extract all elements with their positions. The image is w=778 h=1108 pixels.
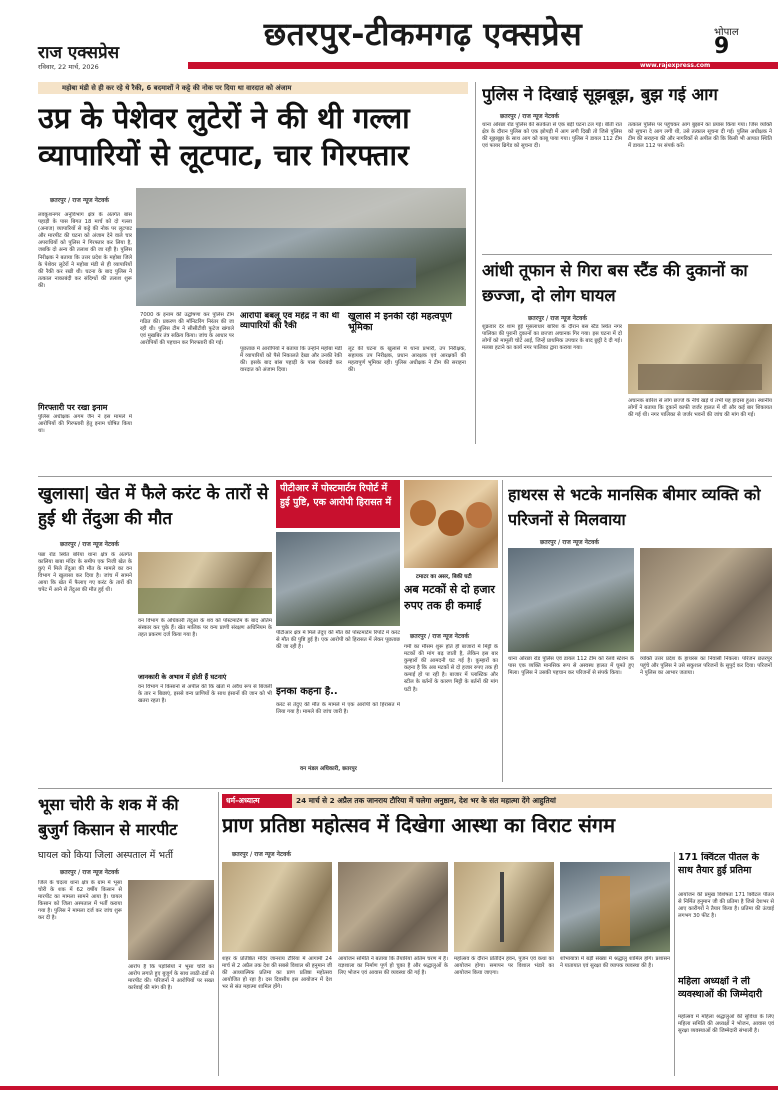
- women-col: महोत्सव में महिला श्रद्धालुओं की सुविधा के लिए महिला समिति की अध्यक्षों ने भोजन, आवास एवं सुरक्षा व्यवस्थाओं की जिम्मेदारी संभाली है।: [678, 1014, 774, 1035]
- leopard-col3: वन विभाग ने किसानों से अपील की कि खेतों में अवैध रूप से बिजली के तार न बिछाएं, इससे वन्य प्राणियों के साथ इंसानों की जान को भी खतरा रहता है।: [138, 684, 272, 705]
- temple-photo-2: [338, 862, 448, 952]
- storm-col2: अचानक बारिश से लोग छज्जे के नीचे खड़े थे तभी यह हादसा हुआ। स्थानीय लोगों ने बताया कि दुकानें काफी जर्जर हालत में थीं और कई बार शिकायत की गई थी। नगर पालिका से जर्जर भवनों की जांच की मांग की गई।: [628, 398, 772, 419]
- masthead: [0, 0, 778, 70]
- lead-col3: पूछताछ में आरोपियों ने बताया कि उन्होंने महोबा मंडी में व्यापारियों को पैसे निकालते देखा और उनकी रेकी की। इसके बाद बांस पहाड़ी के पास घेराबंदी कर वारदात को अंजाम दिया।: [240, 346, 342, 374]
- pots-headline: अब मटकों से दो हजार रुपए तक ही कमाई: [404, 583, 495, 612]
- leopard-photo: [138, 552, 272, 614]
- ptr-photo: [276, 532, 400, 626]
- lead-photo: [136, 188, 466, 306]
- lead-col1: लवकुशनगर अनुविभाग क्षेत्र के अंतर्गत बांस पहाड़ी के पास बिगत 18 मार्च को दो गल्ला (अनाज) व्यापारियों से कट्टे की नोक पर लूटपाट और मारपीट की घटना को अंजाम देने वाले चार अपराधियों को पुलिस ने गिरफ्तार कर लिया है, जबकि दो अन्य की तलाश की जा रही है। पुलिस निरीक्षक ने बताया कि उत्तर प्रदेश के महोबा जिले के पेशेवर लुटेरों ने महोबा मंडी से ही व्यापारियों की रैकी कर रखी थी। घटना के बाद पुलिस ने तत्काल नाकाबंदी कर संदिग्धों की तलाश शुरू की।: [38, 212, 132, 289]
- farmer-byline: छतरपुर / राज न्यूज नेटवर्क: [60, 869, 119, 876]
- pot-shape: [410, 500, 436, 526]
- temple-photo-1: [222, 862, 332, 952]
- dharm-label: धर्म-अध्यात्म: [226, 796, 260, 805]
- farmer-headline: भूसा चोरी के शक में की बुजुर्ग किसान से मारपीट: [38, 795, 179, 839]
- farmer-photo: [128, 880, 214, 960]
- temple-col2: आयोजन समिति ने बताया कि तैयारियां अंतिम चरण में हैं। यज्ञशाला का निर्माण पूर्ण हो चुका है और श्रद्धालुओं के लिए भोजन एवं आवास की व्यवस्था की गई है।: [338, 956, 448, 977]
- women-headline: महिला अध्यक्षों ने ली व्यवस्थाओं की जिम्मेदारी: [678, 976, 763, 1000]
- pot-shape: [466, 502, 492, 528]
- brass-col: आयोजन की प्रमुख विशेषता 171 क्विंटल पीतल से निर्मित हनुमान जी की प्रतिमा है जिसे देशभर से आए कारीगरों ने तैयार किया है। प्रतिमा की ऊंचाई लगभग 30 फीट है।: [678, 892, 774, 920]
- hathras-headline: हाथरस से भटके मानसिक बीमार व्यक्ति को परिजनों से मिलवाया: [508, 485, 761, 529]
- fire-col1: थाना ओरछा रोड पुलिस की सतर्कता से एक बड़ी घटना टल गई। बीती रात क्षेत्र के दौरान पुलिस को एक झोपड़ी में आग लगी दिखी तो जिसे पुलिस की सूझबूझ के साथ आग को काबू पाया गया। पुलिस ने डायल 112 टीम एवं फायर ब्रिगेड को सूचना दी।: [482, 122, 622, 150]
- pots-caption: टमाटर का असर, बिकी घटी: [416, 574, 472, 580]
- fire-byline: छतरपुर / राज न्यूज नेटवर्क: [500, 113, 559, 120]
- fire-headline: पुलिस ने दिखाई सूझबूझ, बुझ गई आग: [482, 86, 718, 104]
- lead-col2: 7000 के इनाम की उद्घोषणा कर पुलिस टीम गठित की। प्रकरण की मॉनिटरिंग निरंतर की जा रही थी। पुलिस टीम ने सीसीटीवी फुटेज खंगाले एवं मुखबिर तंत्र सक्रिय किया। जांच के आधार पर आरोपियों की पहचान कर गिरफ्तारी की गई।: [140, 312, 234, 347]
- evidence-table-shape: [176, 258, 416, 288]
- farmer-col1: जिले के चंदला थाना क्षेत्र के ग्राम में भूसा चोरी के शक में 62 वर्षीय किसान से मारपीट का मामला सामने आया है। घायल किसान को जिला अस्पताल में भर्ती कराया गया है। पुलिस ने मामला दर्ज कर जांच शुरू कर दी है।: [38, 880, 122, 922]
- temple-photo-3: [454, 862, 554, 952]
- farmer-col2: आरोप है कि पड़ोसियों ने भूसा चोरी का आरोप लगाते हुए बुजुर्ग के साथ लाठी-डंडों से मारपीट की। परिजनों ने आरोपियों पर सख्त कार्रवाई की मांग की है।: [128, 964, 214, 992]
- farmer-subheadline: घायल को किया जिला अस्पताल में भर्ती: [38, 850, 173, 861]
- leopard-byline: छतरपुर / राज न्यूज नेटवर्क: [60, 541, 119, 548]
- lead-col1b: पुलिस अधीक्षक अगम जैन ने इस मामले में आरोपियों की गिरफ्तारी हेतु इनाम घोषित किया था।: [38, 414, 132, 435]
- paper-name: राज एक्सप्रेस: [38, 43, 120, 63]
- pot-shape: [438, 510, 464, 536]
- storm-headline: आंधी तूफान से गिरा बस स्टैंड की दुकानों का छज्जा, दो लोग घायल: [482, 261, 748, 305]
- hathras-col1: थाना ओरछा रोड पुलिस एवं डायल 112 टीम को रेलवे स्टेशन के पास एक व्यक्ति मानसिक रूप से अस्वस्थ हालत में घूमते हुए मिला। पुलिस ने उसकी पहचान कर परिजनों से संपर्क किया।: [508, 656, 634, 677]
- temple-photo-4: [560, 862, 670, 952]
- lead-col4-head: खुलासे में इनकी रही महत्वपूर्ण भूमिका: [348, 312, 452, 333]
- bottom-red-rule: [0, 1086, 778, 1090]
- temple-headline: प्राण प्रतिष्ठा महोत्सव में दिखेगा आस्था का विराट संगम: [222, 814, 616, 837]
- dharm-banner: 24 मार्च से 2 अप्रैल तक जानराय टौरिया में चलेगा अनुष्ठान, देश भर के संत महात्मा देंगे आहुतियां: [296, 796, 556, 805]
- storm-byline: छतरपुर / राज न्यूज नेटवर्क: [528, 315, 587, 322]
- divider: [218, 792, 219, 1076]
- ptr-subhead: इनका कहना है..: [276, 686, 338, 697]
- hathras-photo-2: [640, 548, 772, 652]
- statue-shape: [600, 876, 630, 946]
- storm-photo: [628, 324, 772, 394]
- hathras-photo-1: [508, 548, 634, 652]
- divider: [502, 480, 503, 782]
- website-url[interactable]: www.rajexpress.com: [640, 62, 711, 69]
- pots-col: गर्मी का मौसम शुरू होते ही बाजारों में मिट्टी के मटकों की मांग बढ़ जाती है, लेकिन इस बार कुम्हारों की आमदनी घट गई है। कुम्हारों का कहना है कि अब मटकों से दो हजार रुपए तक ही कमाई हो पा रही है। बाजार में प्लास्टिक और स्टील के बर्तनों के कारण मिट्टी के बर्तनों की मांग घटी है।: [404, 644, 498, 693]
- leopard-col1: पन्ना रोड स्थित बरिया थाना क्षेत्र के अंतर्गत कालिया बाबा मंदिर के समीप एक निजी खेत के कुएं में मिले तेंदुआ की मौत के मामले का वन विभाग ने खुलासा कर दिया है। जांच में सामने आया कि खेत में फैलाए गए करंट के तारों की चपेट में आने से तेंदुआ की मौत हुई थी।: [38, 552, 132, 594]
- divider: [38, 788, 772, 789]
- lead-subhead: गिरफ्तारी पर रखा इनाम: [38, 403, 108, 412]
- temple-col4: शोभायात्रा में बड़ी संख्या में श्रद्धालु शामिल होंगे। प्रशासन ने यातायात एवं सुरक्षा की व्यापक व्यवस्था की है।: [560, 956, 670, 970]
- wall-shape: [136, 188, 466, 228]
- field-shape: [138, 588, 272, 614]
- divider: [38, 476, 772, 477]
- ptr-author: वन मंडल अधिकारी, छतरपुर: [300, 766, 357, 772]
- brass-headline: 171 क्विंटल पीतल के साथ तैयार हुई प्रतिमा: [678, 852, 759, 876]
- leopard-subhead: जानकारी के अभाव में होती हैं घटनाएं: [138, 673, 227, 681]
- lead-col4: लूट की घटना के खुलासे में थाना प्रभारी, उप निरीक्षक, सहायक उप निरीक्षक, प्रधान आरक्षक एवं आरक्षकों की महत्वपूर्ण भूमिका रही। पुलिस अधीक्षक ने टीम की सराहना की।: [348, 346, 466, 374]
- leopard-col2: वन विभाग के अधिकारी तेंदुआ के शव को पोस्टमार्टम के बाद अंतिम संस्कार कर चुके हैं। खेत मालिक पर वन्य प्राणी संरक्षण अधिनियम के तहत प्रकरण दर्ज किया गया है।: [138, 618, 272, 639]
- crane-shape: [500, 872, 504, 942]
- fire-col2: तत्काल पुलिस पर पहुंचकर आग बुझाने का प्रयास किया गया। जिस व्यक्ति को सूचना दे आग लगी थी, उसे तत्काल सूचना दी गई। पुलिस अधीक्षक ने टीम की सराहना की और नागरिकों से अपील की कि किसी भी आपात स्थिति में डायल 112 पर संपर्क करें।: [628, 122, 772, 150]
- page-number: 9: [714, 34, 730, 59]
- ptr-col2: करंट से तेंदुए की मौत के मामले में एक आरोपी को हिरासत में लिया गया है। मामले की जांच जारी है।: [276, 702, 400, 716]
- temple-col3: महोत्सव के दौरान प्रतिदिन हवन, पूजन एवं कथा का आयोजन होगा। समापन पर विशाल भंडारे का आयोजन किया जाएगा।: [454, 956, 554, 977]
- temple-col1: शहर के प्रतिष्ठित मंदिर जानराय टौरिया में आगामी 24 मार्च से 2 अप्रैल तक देश की सबसे विशाल श्री हनुमान जी की आध्यात्मिक प्रतिमा का प्राण प्रतिष्ठा महोत्सव आयोजित हो रहा है। दस दिवसीय इस आयोजन में देश भर से संत महात्मा शामिल होंगे।: [222, 956, 332, 991]
- divider: [674, 852, 675, 1076]
- hathras-col2: व्यक्ति उत्तर प्रदेश के हाथरस का निवासी निकला। परिजन छतरपुर पहुंचे और पुलिस ने उसे सकुशल परिजनों के सुपुर्द कर दिया। परिजनों ने पुलिस का आभार जताया।: [640, 656, 772, 677]
- ptr-headline: पीटीआर में पोस्टमार्टम रिपोर्ट में हुई पुष्टि, एक आरोपी हिरासत में: [280, 483, 392, 508]
- ptr-col1: पीटीआर क्षेत्र में मिले तेंदुए की मौत की पोस्टमार्टम रिपोर्ट में करंट से मौत की पुष्टि हुई है। एक आरोपी को हिरासत में लेकर पूछताछ की जा रही है।: [276, 630, 400, 651]
- divider: [482, 254, 772, 255]
- debris-shape: [638, 364, 762, 390]
- pots-byline: छतरपुर / राज न्यूज नेटवर्क: [410, 633, 469, 640]
- leopard-headline: खुलासा| खेत में फैले करंट के तारों से हुई थी तेंदुआ की मौत: [38, 484, 269, 529]
- lead-kicker: महोबा मंडी से ही कर रहे थे रैकी, 6 बदमाशों ने कट्टे की नोक पर दिया था वारदात को अंजाम: [62, 84, 292, 92]
- edition-title: छतरपुर-टीकमगढ़ एक्सप्रेस: [263, 15, 583, 53]
- lead-byline: छतरपुर / राज न्यूज नेटवर्क: [50, 197, 109, 204]
- lead-headline: उप्र के पेशेवर लुटेरों ने की थी गल्ला व्यापारियों से लूटपाट, चार गिरफ्तार: [38, 101, 410, 172]
- hathras-byline: छतरपुर / राज न्यूज नेटवर्क: [540, 539, 599, 546]
- storm-col1: शुक्रवार देर शाम हुई मूसलाधार बारिश के दौरान बस स्टैंड स्थित नगर पालिका की पुरानी दुकानों का छज्जा अचानक गिर गया। इस घटना में दो लोगों को मामूली चोटें आईं, जिन्हें प्राथमिक उपचार के बाद छुट्टी दे दी गई। मलबा हटाने का कार्य नगर पालिका द्वारा कराया गया।: [482, 324, 622, 352]
- divider: [475, 82, 476, 444]
- date-line: रविवार, 22 मार्च, 2026: [38, 63, 99, 71]
- lead-col3-head: आरोपी बबलू एवं महेंद्र ने की थी व्यापारियों की रैकी: [240, 312, 340, 331]
- temple-byline: छतरपुर / राज न्यूज नेटवर्क: [232, 851, 291, 858]
- pots-photo: [404, 480, 498, 568]
- city-label: भोपाल: [714, 27, 739, 38]
